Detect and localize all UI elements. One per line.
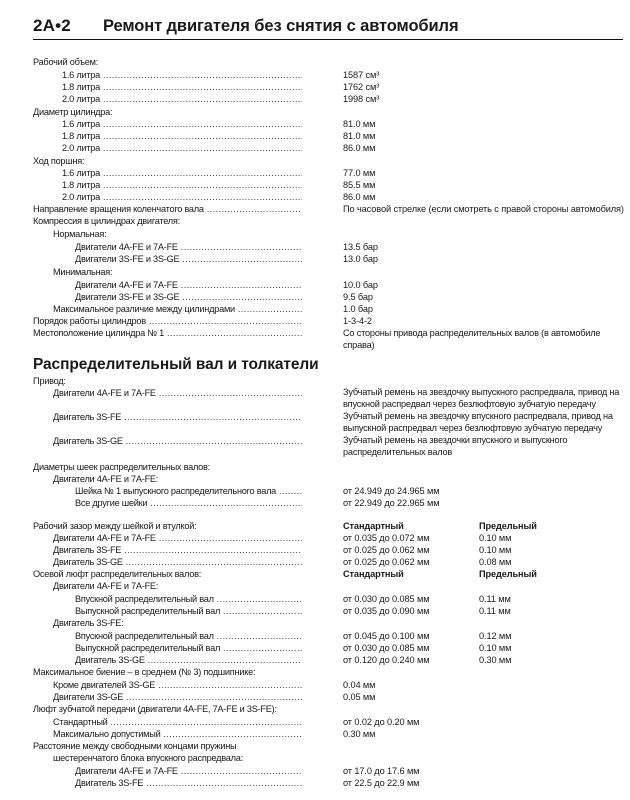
spec-row: Стандартный ..... от 0.02 до 0.20 мм — [0, 716, 630, 728]
spec-row: 1.6 литра ..... 81.0 мм — [0, 118, 630, 130]
spec-row: 1.6 литра ..... 1587 см³ — [0, 69, 630, 81]
spec-row: Двигатели 4A-FE и 7A-FE ..... от 17.0 до 17.6 мм — [0, 765, 630, 777]
column-header-standard: Стандартный — [343, 569, 404, 579]
spec-group-heading: Ход поршня: — [33, 156, 85, 166]
spec-row: Двигатель 3S-GE ..... от 0.120 до 0.240 мм 0.30 мм — [0, 654, 630, 666]
spec-row: 2.0 литра ..... 86.0 мм — [0, 142, 630, 154]
spec-row: Порядок работы цилиндров ..... 1-3-4-2 — [0, 315, 630, 327]
spec-row: Максимальное различие между цилиндрами ..... 1.0 бар — [0, 303, 630, 315]
spec-row: Двигатель 3S-FE ..... от 22.5 до 22.9 мм — [0, 777, 630, 789]
column-header-limit: Предельный — [479, 569, 537, 579]
spec-group-heading: Рабочий объем: — [33, 57, 98, 67]
spec-row: Шейка № 1 выпускного распределительного вала ..... от 24.949 до 24.965 мм — [0, 485, 630, 497]
spec-row: Выпускной распределительный вал ..... от 0.035 до 0.090 мм 0.11 мм — [0, 605, 630, 617]
spec-row: 1.6 литра ..... 77.0 мм — [0, 167, 630, 179]
spec-group-heading: Диаметры шеек распределительных валов: — [33, 462, 210, 472]
spec-row: 1.8 литра ..... 1762 см³ — [0, 81, 630, 93]
spec-row: Двигатель 3S-GE ..... — [0, 435, 630, 447]
spec-row: Двигатель 3S-FE ..... от 0.025 до 0.062 мм 0.10 мм — [0, 544, 630, 556]
spec-row: Двигатели 3S-FE и 3S-GE ..... 9.5 бар — [0, 291, 630, 303]
spec-group-heading: Расстояние между свободными концами пружины — [33, 741, 237, 751]
spec-group-heading: Люфт зубчатой передачи (двигатели 4A-FE, 7A-FE и 3S-FE): — [33, 704, 277, 714]
spec-row: Выпускной распределительный вал ..... от 0.030 до 0.085 мм 0.10 мм — [0, 642, 630, 654]
spec-group-heading: Осевой люфт распределительных валов: Стандартный Предельный — [33, 569, 537, 579]
spec-row: Впускной распределительный вал ..... от 0.045 до 0.100 мм 0.12 мм — [0, 630, 630, 642]
spec-row: Кроме двигателей 3S-GE ..... 0.04 мм — [0, 679, 630, 691]
column-header-standard: Стандартный — [343, 521, 404, 531]
spec-row: Двигатель 3S-FE ..... — [0, 411, 630, 423]
spec-row: 2.0 литра ..... 1998 см³ — [0, 93, 630, 105]
spec-subgroup-heading: Двигатели 4A-FE и 7A-FE: — [53, 474, 159, 484]
spec-group-heading: Диаметр цилиндра: — [33, 107, 113, 117]
spec-value-multiline: Зубчатый ремень на звездочку выпускного распредвала, привод на впускной распредвал через безлюфтовую зубчатую передачу — [343, 387, 620, 410]
spec-row: Двигатели 3S-FE и 3S-GE ..... 13.0 бар — [0, 253, 630, 265]
spec-group-heading: Рабочий зазор между шейкой и втулкой: Стандартный Предельный — [33, 521, 537, 531]
section-title: Распределительный вал и толкатели — [33, 356, 319, 373]
spec-group-heading: Максимальное биение – в среднем (№ 3) подшипнике: — [33, 667, 256, 677]
spec-subgroup-heading: Минимальная: — [53, 267, 113, 277]
spec-value-multiline: Со стороны привода распределительных валов (в автомобиле справа) — [343, 328, 601, 351]
spec-group-heading: Привод: — [33, 376, 66, 386]
spec-row: Максимально допустимый ..... 0.30 мм — [0, 728, 630, 740]
spec-row: Двигатели 4A-FE и 7A-FE ..... от 0.035 до 0.072 мм 0.10 мм — [0, 532, 630, 544]
spec-group-heading: Компрессия в цилиндрах двигателя: — [33, 216, 180, 226]
spec-row: Местоположение цилиндра № 1 ..... — [0, 327, 630, 339]
spec-group-heading: шестеренчатого блока впускного распредвала: — [53, 753, 243, 763]
spec-row: 1.8 литра ..... 85.5 мм — [0, 179, 630, 191]
spec-row: Двигатели 4A-FE и 7A-FE ..... 10.0 бар — [0, 279, 630, 291]
spec-value-multiline: Зубчатый ремень на звездочки впускного и выпускного распределительных валов — [343, 435, 568, 458]
spec-row: Двигатель 3S-GE ..... от 0.025 до 0.062 мм 0.08 мм — [0, 556, 630, 568]
spec-value-multiline: Зубчатый ремень на звездочку впускного распредвала, привод на выпускной распредвал через безлюфтовую зубчатую передачу — [343, 411, 613, 434]
spec-row: Двигатели 4A-FE и 7A-FE ..... — [0, 387, 630, 399]
page-title: Ремонт двигателя без снятия с автомобиля — [103, 17, 459, 35]
spec-row: Впускной распределительный вал ..... от 0.030 до 0.085 мм 0.11 мм — [0, 593, 630, 605]
spec-subgroup-heading: Двигатель 3S-FE: — [53, 618, 124, 628]
spec-row: Направление вращения коленчатого вала ..... По часовой стрелке (если смотреть с правой стороны автомобиля) — [0, 203, 630, 215]
spec-row: Двигатели 3S-GE ..... 0.05 мм — [0, 691, 630, 703]
spec-row: 1.8 литра ..... 81.0 мм — [0, 130, 630, 142]
spec-subgroup-heading: Нормальная: — [53, 229, 107, 239]
spec-row: 2.0 литра ..... 86.0 мм — [0, 191, 630, 203]
spec-row: Все другие шейки ..... от 22.949 до 22.965 мм — [0, 497, 630, 509]
column-header-limit: Предельный — [479, 521, 537, 531]
page-header — [33, 17, 623, 40]
page-number: 2A•2 — [33, 16, 71, 35]
spec-subgroup-heading: Двигатели 4A-FE и 7A-FE: — [53, 581, 159, 591]
spec-row: Двигатели 4A-FE и 7A-FE ..... 13.5 бар — [0, 241, 630, 253]
